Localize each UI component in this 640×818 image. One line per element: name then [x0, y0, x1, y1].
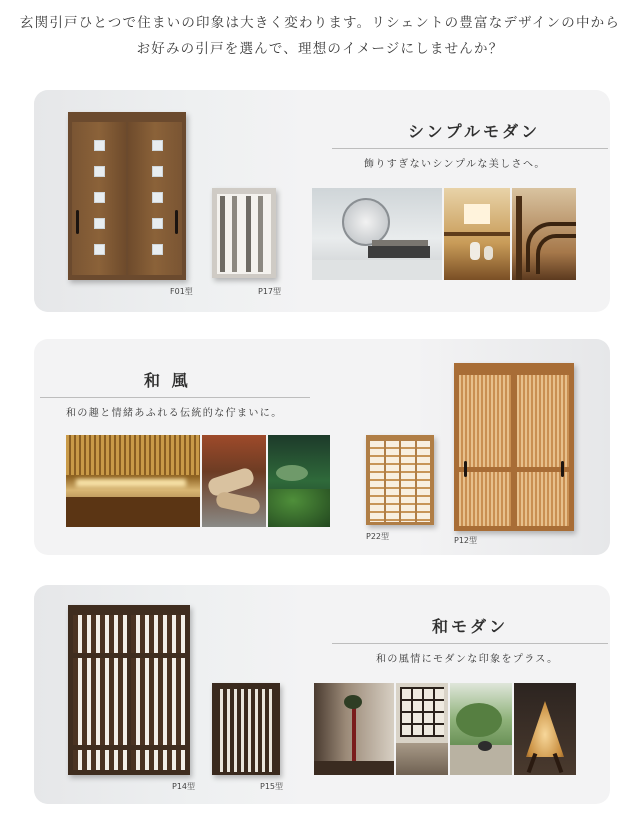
tagline-japanese: 和の趣と情緒あふれる伝統的な佇まいに。 [66, 408, 283, 419]
door-f01-label: F01型 [170, 287, 193, 296]
door-p12 [454, 363, 574, 531]
intro-line-1: 玄関引戸ひとつで住まいの印象は大きく変わります。リシェントの豊富なデザインの中から [19, 15, 621, 31]
door-p22 [366, 435, 434, 525]
tagline-japanese-modern: 和の風情にモダンな印象をプラス。 [376, 654, 559, 665]
door-p15-label: P15型 [260, 782, 284, 791]
door-window-pane [94, 166, 105, 177]
door-window-pane [94, 218, 105, 229]
door-window-pane [94, 244, 105, 255]
shoji-lattice-photo [396, 683, 448, 775]
door-window-pane [152, 166, 163, 177]
japanese-modern-section [34, 585, 610, 804]
title-divider [332, 148, 608, 149]
paper-lantern-photo [514, 683, 576, 775]
door-window-pane [152, 192, 163, 203]
intro-line-2: お好みの引戸を選んで、理想のイメージにしませんか？ [136, 41, 504, 57]
door-window-pane [94, 192, 105, 203]
door-slat [246, 196, 251, 272]
wooden-sculpture-photo [512, 188, 576, 280]
door-p12-label: P12型 [454, 536, 478, 545]
door-p14 [68, 605, 190, 775]
door-slat [232, 196, 237, 272]
shelf-with-vases-photo [444, 188, 510, 280]
geta-sandals-photo [202, 435, 266, 527]
door-window-pane [94, 140, 105, 151]
bamboo-wall-photo [66, 435, 200, 527]
section-title-japanese-modern: 和モダン [432, 617, 509, 636]
section-title-simple-modern: シンプルモダン [408, 122, 541, 141]
door-p14-label: P14型 [172, 782, 196, 791]
door-p17-label: P17型 [258, 287, 282, 296]
simple-modern-section [34, 90, 610, 312]
door-window-pane [152, 140, 163, 151]
door-window-pane [152, 218, 163, 229]
door-p17 [212, 188, 276, 278]
door-slat [258, 196, 263, 272]
moss-garden-photo [268, 435, 330, 527]
title-divider [332, 643, 608, 644]
tagline-simple-modern: 飾りすぎないシンプルな美しさへ。 [364, 159, 546, 170]
section-title-japanese: 和 風 [144, 371, 191, 390]
door-p15 [212, 683, 280, 775]
japanese-section [34, 339, 610, 555]
door-f01 [68, 112, 186, 280]
garden-view-photo [450, 683, 512, 775]
ikebana-alcove-photo [314, 683, 394, 775]
door-slat [220, 196, 225, 272]
door-p22-label: P22型 [366, 532, 390, 541]
intro-text [0, 10, 640, 62]
door-window-pane [152, 244, 163, 255]
title-divider [40, 397, 310, 398]
clock-and-books-photo [312, 188, 442, 280]
